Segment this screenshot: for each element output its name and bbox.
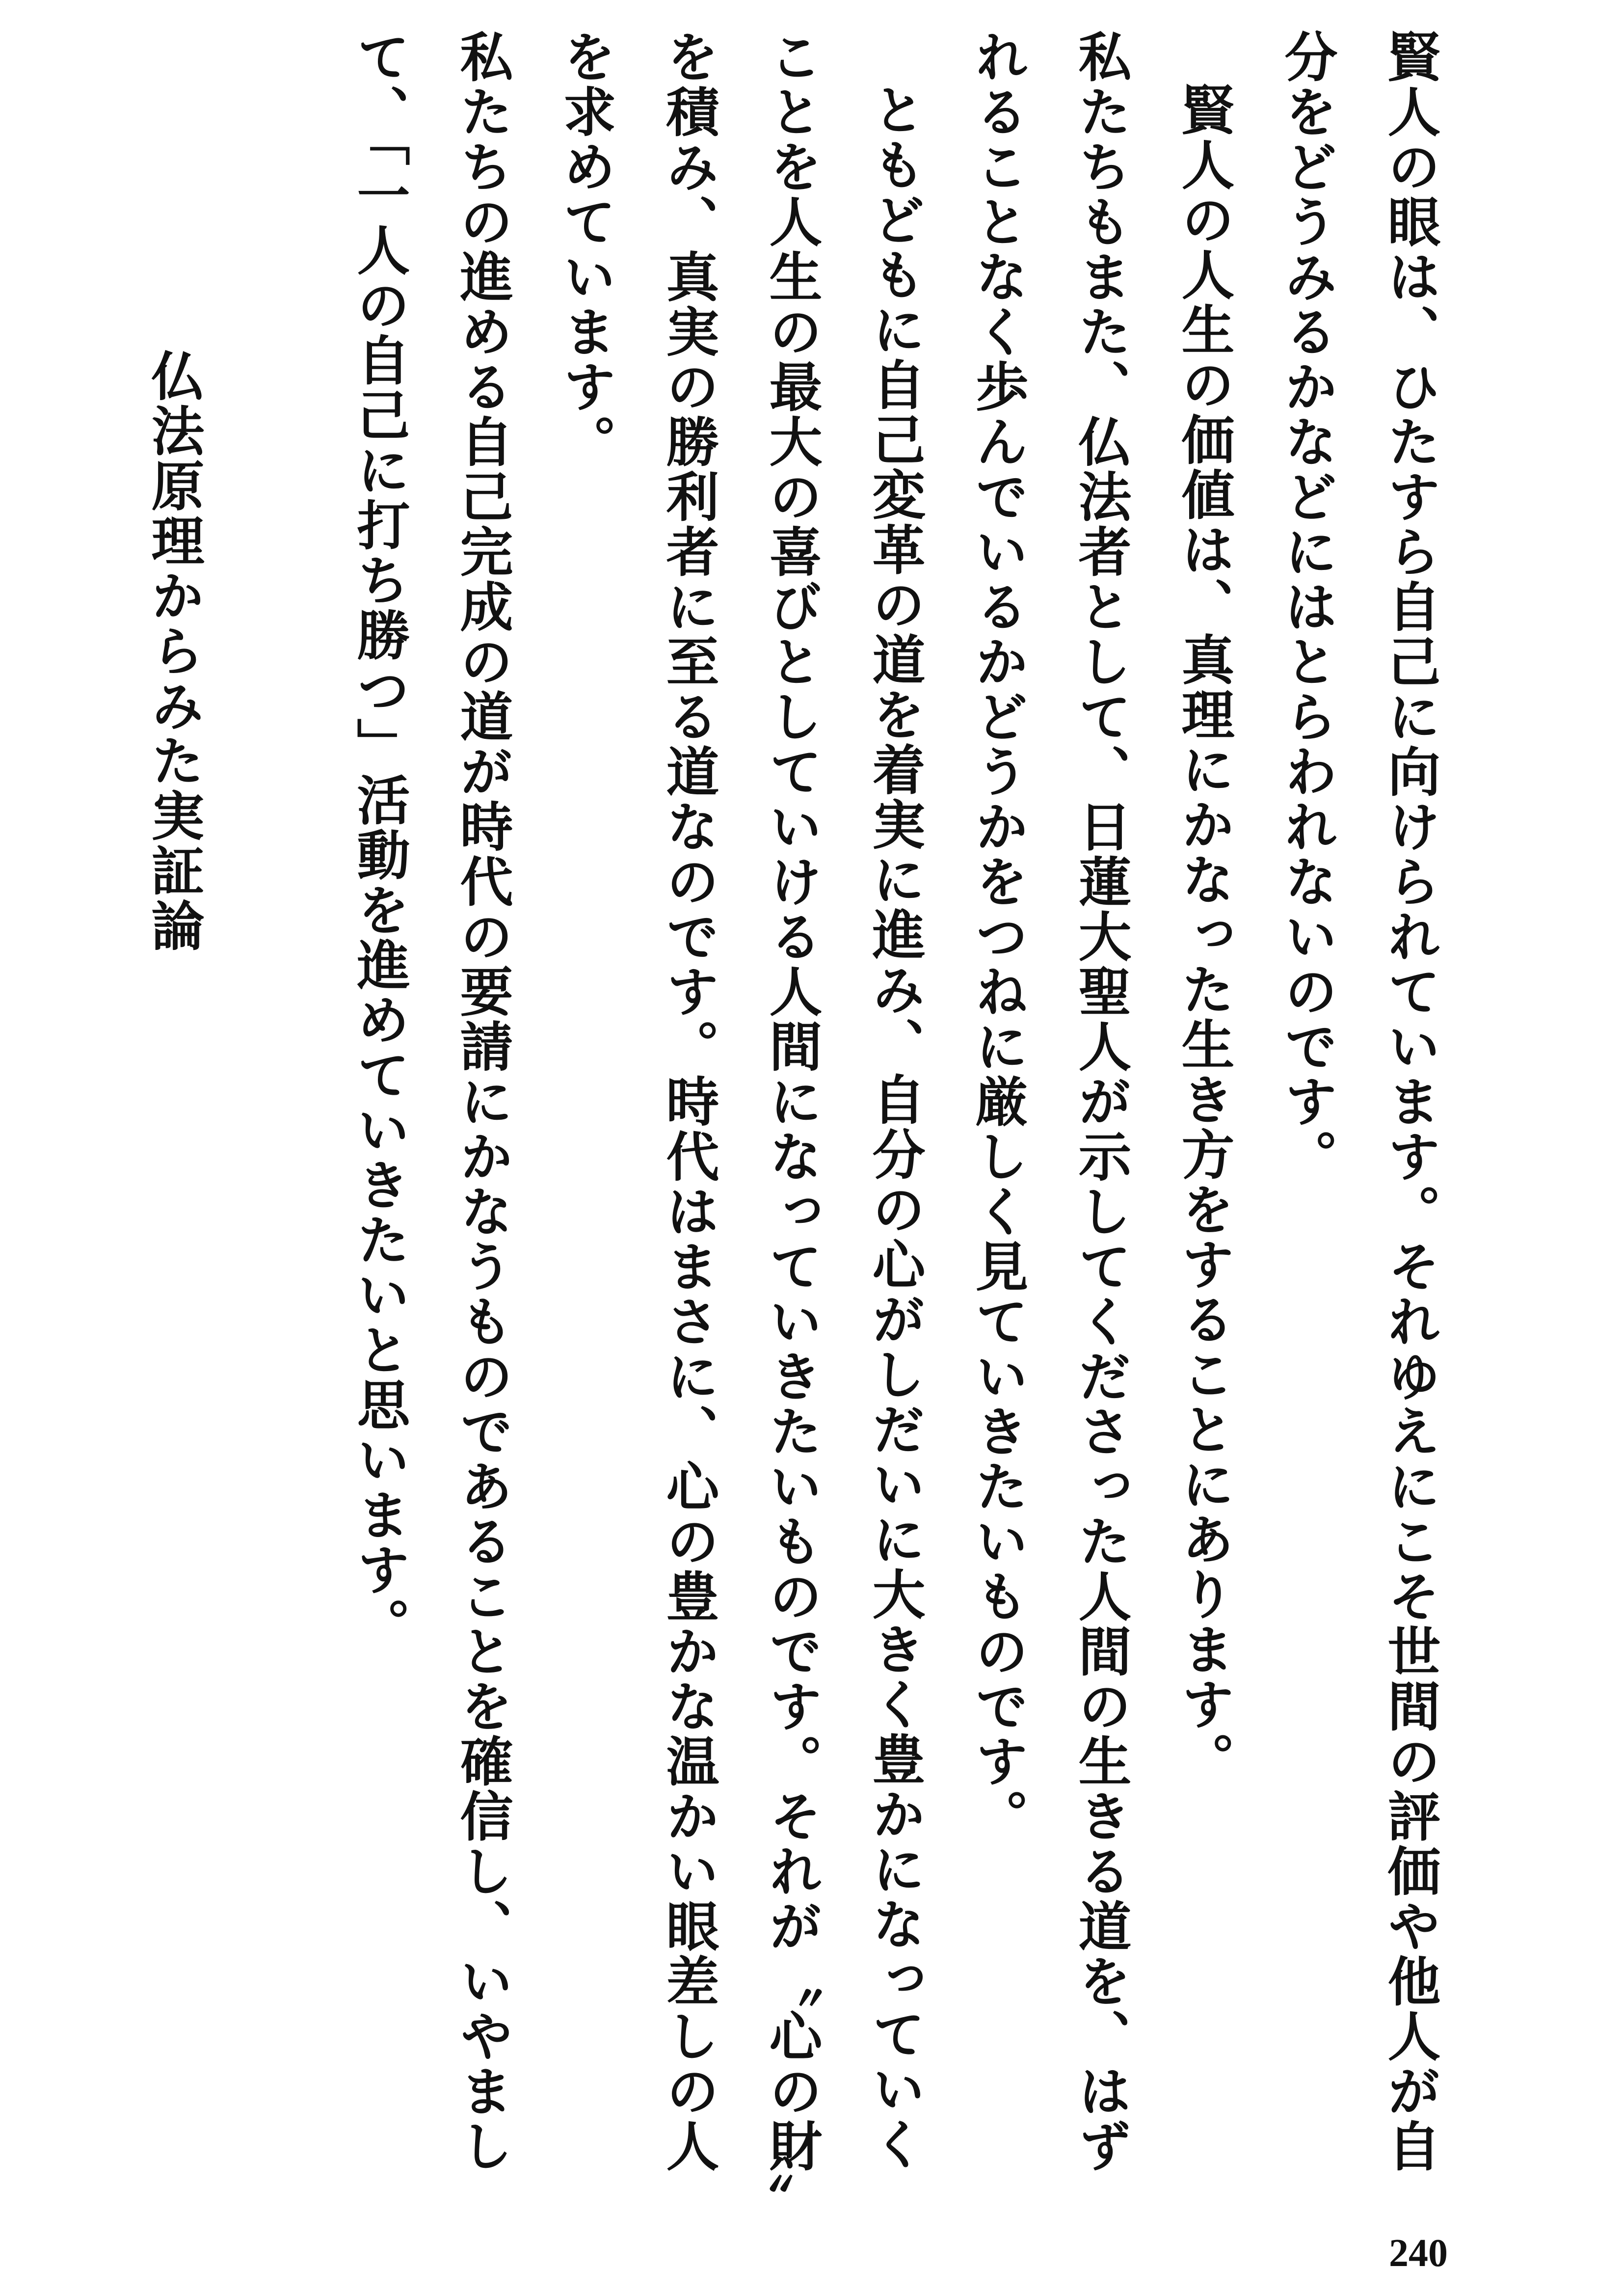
paragraph-3: 私たちもまた、仏法者として、日蓮大聖人が示してくださった人間の生きる道を、はずれることなく歩んでいるかどうかをつねに厳しく見ていきたいものです。	[966, 29, 1131, 2174]
paragraph-5: 私たちの進める自己完成の道が時代の要請にかなうものであることを確信し、いやまして、「一人の自己に打ち勝つ」活動を進めていきたいと思います。	[348, 29, 513, 2174]
page-number: 240	[1389, 2232, 1448, 2275]
paragraph-1: 賢人の眼は、ひたすら自己に向けられています。それゆえにこそ世間の評価や他人が自分をどうみるかなどにはとらわれないのです。	[1276, 29, 1440, 2174]
paragraph-2: 賢人の人生の価値は、真理にかなった生き方をすることにあります。	[1172, 82, 1234, 1787]
section-heading: 仏法原理からみた実証論	[142, 349, 204, 953]
paragraph-4: ともどもに自己変革の道を着実に進み、自分の心がしだいに大きく豊かになっていくことを人生の最大の喜びとしていける人間になっていきたいものです。それが〝心の財〟を積み、真実の勝利者に至る道なのです。時代はまさに、心の豊かな温かい眼差しの人を求めています。	[554, 29, 925, 2202]
vertical-text-body	[38, 29, 1461, 2209]
paragraph-6	[0, 29, 18, 2209]
